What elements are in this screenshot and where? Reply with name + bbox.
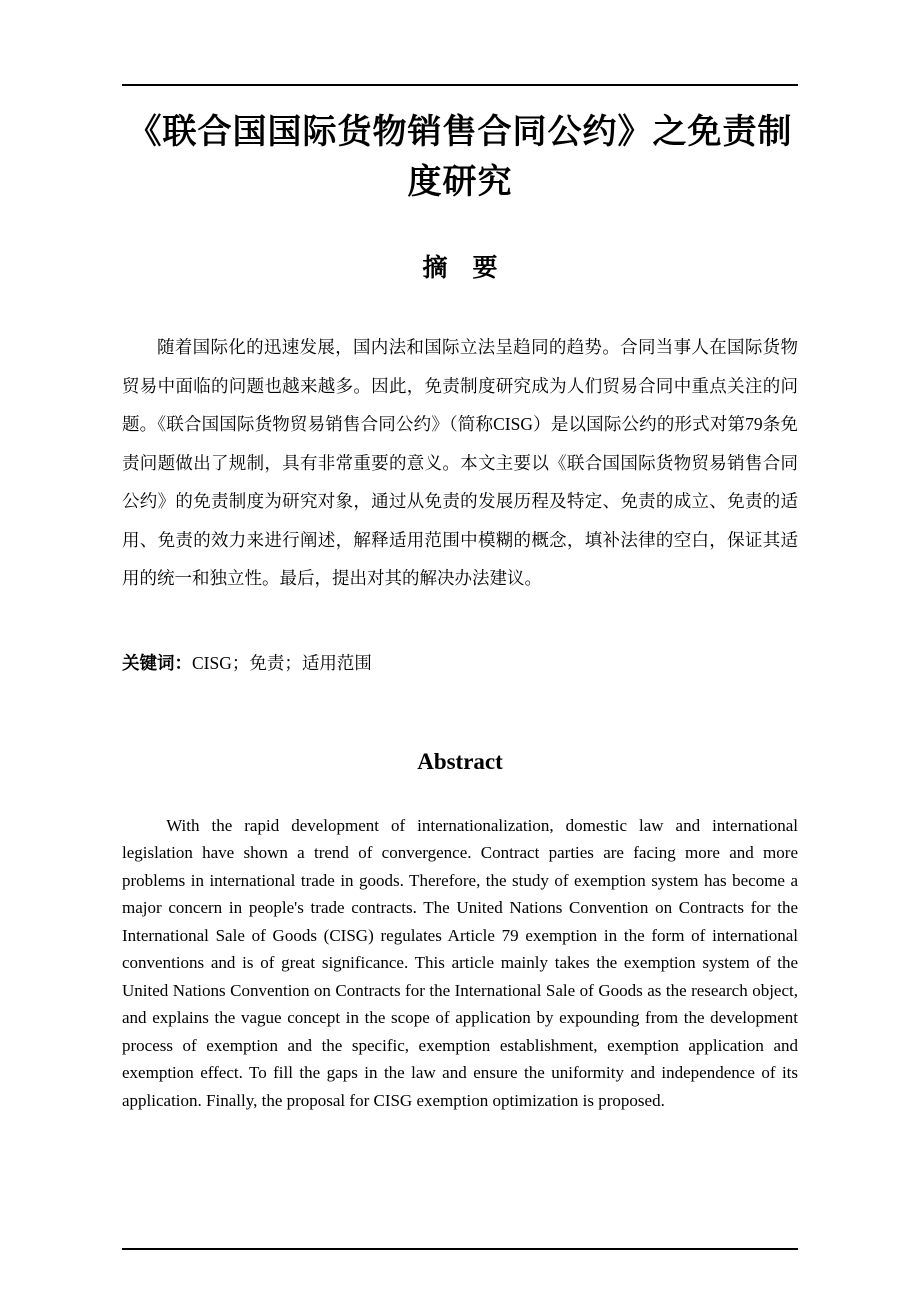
page-content (122, 0, 798, 1114)
abstract-en-body: With the rapid development of internationalization, domestic law and international legislation have shown a trend of convergence. Contract parties are facing more and more problems in international trade in goods. Therefore, the study of exemption system has become a major concern in people's trade contracts. The United Nations Convention on Contracts for the International Sale of Goods (CISG) regulates Article 79 exemption in the form of international conventions and is of great significance. This article mainly takes the exemption system of the United Nations Convention on Contracts for the International Sale of Goods as the research object, and explains the vague concept in the scope of application by expounding from the development process of exemption and the specific, exemption establishment, exemption application and exemption effect. To fill the gaps in the law and ensure the uniformity and independence of its application. Finally, the proposal for CISG exemption optimization is proposed. (122, 815, 798, 1110)
document-title: 《联合国国际货物销售合同公约》之免责制度研究 (127, 114, 793, 201)
keywords-line (122, 650, 798, 676)
bottom-divider (122, 1248, 798, 1250)
abstract-zh-heading: 摘 要 (422, 255, 498, 282)
abstract-en-heading: Abstract (417, 748, 503, 774)
keywords-label: 关键词： (122, 652, 192, 673)
keywords-value: CISG；免责；适用范围 (192, 652, 372, 673)
abstract-zh-body: 随着国际化的迅速发展，国内法和国际立法呈趋同的趋势。合同当事人在国际货物贸易中面临的问题也越来越多。因此，免责制度研究成为人们贸易合同中重点关注的问题。《联合国国际货物贸易销售合同公约》（简称CISG）是以国际公约的形式对第79条免责问题做出了规制，具有非常重要的意义。本文主要以《联合国国际货物贸易销售合同公约》的免责制度为研究对象，通过从免责的发展历程及特定、免责的成立、免责的适用、免责的效力来进行阐述，解释适用范围中模糊的概念，填补法律的空白，保证其适用的统一和独立性。最后，提出对其的解决办法建议。 (122, 337, 798, 588)
top-divider (122, 84, 798, 86)
